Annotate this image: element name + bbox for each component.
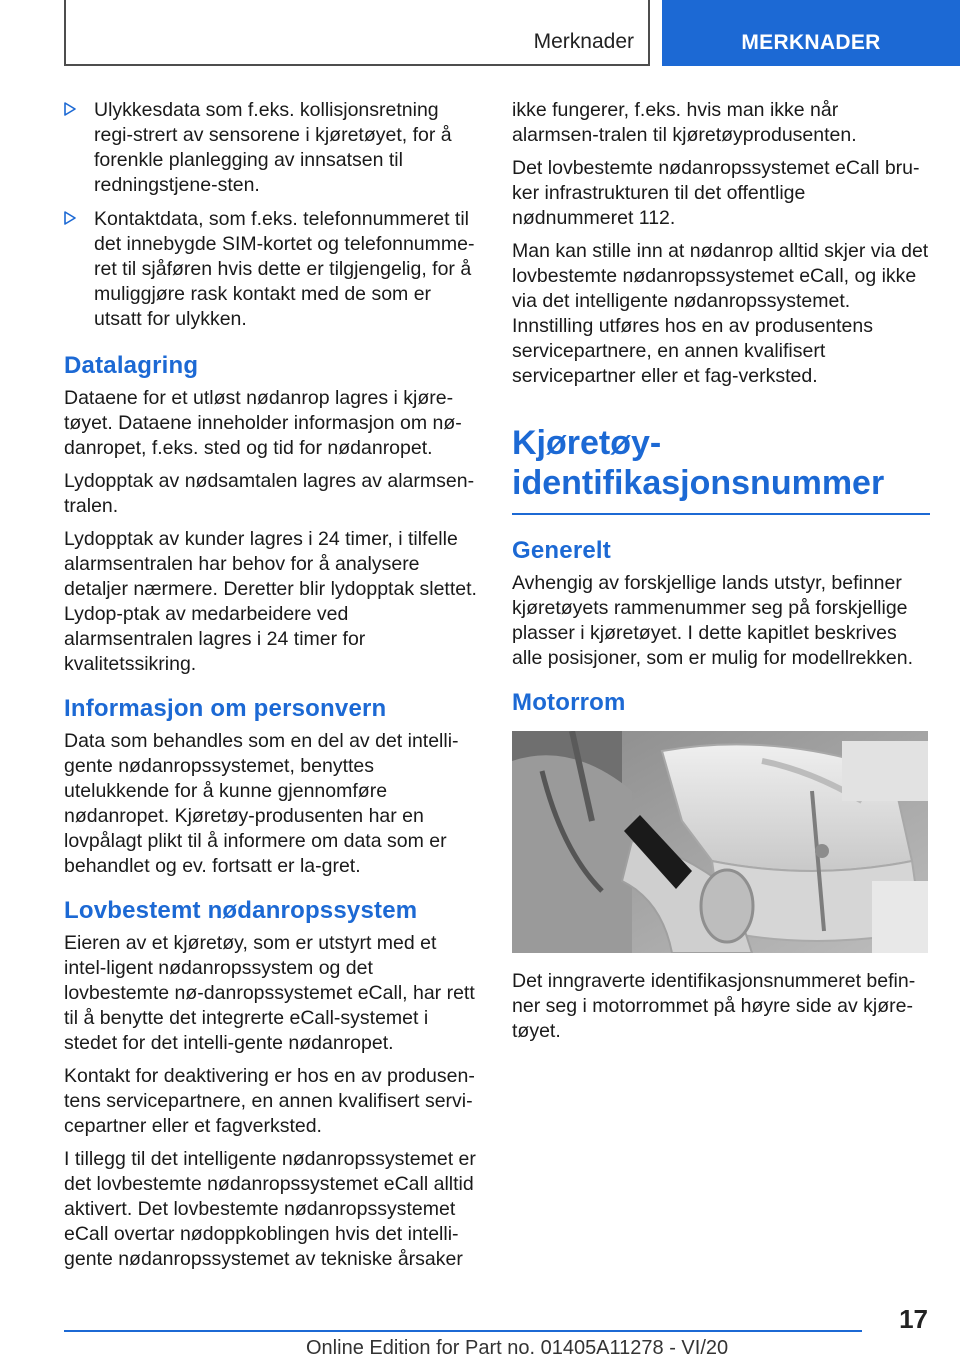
paragraph: I tillegg til det intelligente nødanropssystemet er det lovbestemte nødanropssystemet eCall alltid aktivert. Det lovbestemte nødanropssystemet eCall overtar nødoppkoblingen hvis det intelli-gente nødanropssystemet av tekniske årsaker [64,1148,476,1270]
photo-caption: Det inngraverte identifikasjonsnummeret befin-ner seg i motorrommet på høyre side av kjøre-tøyet. [512,970,916,1042]
footer-divider [64,1330,862,1332]
header-chapter-tab [662,0,960,66]
left-column [64,98,482,1280]
chapter-title [512,423,930,515]
paragraph: Det lovbestemte nødanropssystemet eCall bru-ker infrastrukturen til det offentlige nødnummeret 112. [512,157,920,229]
paragraph: Data som behandles som en del av det intelli-gente nødanropssystemet, benyttes utelukkende for å kunne gjennomføre nødanropet. Kjøretøy-produsenten har en lovpålagt plikt til å informere om data som er behandlet og ev. fortsatt er la-gret. [64,730,459,877]
paragraph: Eieren av et kjøretøy, som er utstyrt med et intel-ligent nødanropssystem og det lovbestemte nø-danropssystemet eCall, har rett til å benytte det integrerte eCall-systemet i stedet for det intelli-gente nødanropet. [64,932,475,1054]
heading-lovbestemt: Lovbestemt nødanropssystem [64,897,418,924]
list-item [64,98,482,198]
bullet-list [64,98,482,332]
header-section-box [64,0,650,66]
engine-bay-photo [512,731,928,953]
chapter-title-line1: Kjøretøy- [512,424,662,462]
triangle-bullet-icon [64,102,76,116]
header-section-label: Merknader [533,30,634,53]
paragraph: Kontakt for deaktivering er hos en av produsen-tens servicepartnere, en annen kvalifisert servi-cepartner eller et fagverksted. [64,1065,475,1137]
paragraph: Man kan stille inn at nødanrop alltid skjer via det lovbestemte nødanropssystemet eCall, og ikke via det intelligente nødanropssystemet. Innstilling utføres hos en av produsentens servicepartnere, en annen kvalifisert servicepartner eller et fag-verksted. [512,240,929,387]
bullet-text: Ulykkesdata som f.eks. kollisjonsretning regi-strert av sensorene i kjøretøyet, for å forenkle planlegging av innsatsen til redningstjene-sten. [94,99,452,196]
page-number: 17 [899,1304,928,1334]
chapter-title-line2: identifikasjonsnummer [512,464,885,502]
heading-personvern: Informasjon om personvern [64,695,387,722]
heading-motorrom: Motorrom [512,689,626,716]
paragraph: Lydopptak av nødsamtalen lagres av alarmsen-tralen. [64,470,475,517]
heading-datalagring: Datalagring [64,352,199,379]
paragraph: Avhengig av forskjellige lands utstyr, befinner kjøretøyets rammenummer seg på forskjellige plasser i kjøretøyet. I dette kapitlet beskrives alle posisjoner, som er mulig for modellrekken. [512,572,914,669]
bullet-text: Kontaktdata, som f.eks. telefonnummeret til det innebygde SIM-kortet og telefonnumme-ret til sjåføren hvis dette er tilgjengelig, for å muliggjøre rask kontakt med de som er utsatt for ulykken. [94,208,475,330]
footer-edition: Online Edition for Part no. 01405A11278 - VI/20 [306,1337,729,1359]
right-column [512,98,930,1052]
list-item [64,207,482,332]
triangle-bullet-icon [64,211,76,225]
header-chapter-label: MERKNADER [741,31,881,54]
paragraph: Dataene for et utløst nødanrop lagres i kjøre-tøyet. Dataene inneholder informasjon om nø-danropet, f.eks. sted og tid for nødanropet. [64,387,462,459]
paragraph: ikke fungerer, f.eks. hvis man ikke når alarmsen-tralen til kjøretøyprodusenten. [512,99,857,146]
heading-generelt: Generelt [512,537,611,564]
paragraph: Lydopptak av kunder lagres i 24 timer, i tilfelle alarmsentralen har behov for å analysere detaljer nærmere. Deretter blir lydopptak slettet. Lydop-ptak av medarbeidere ved alarmsentralen lagres i 24 timer for kvalitetssikring. [64,528,477,675]
